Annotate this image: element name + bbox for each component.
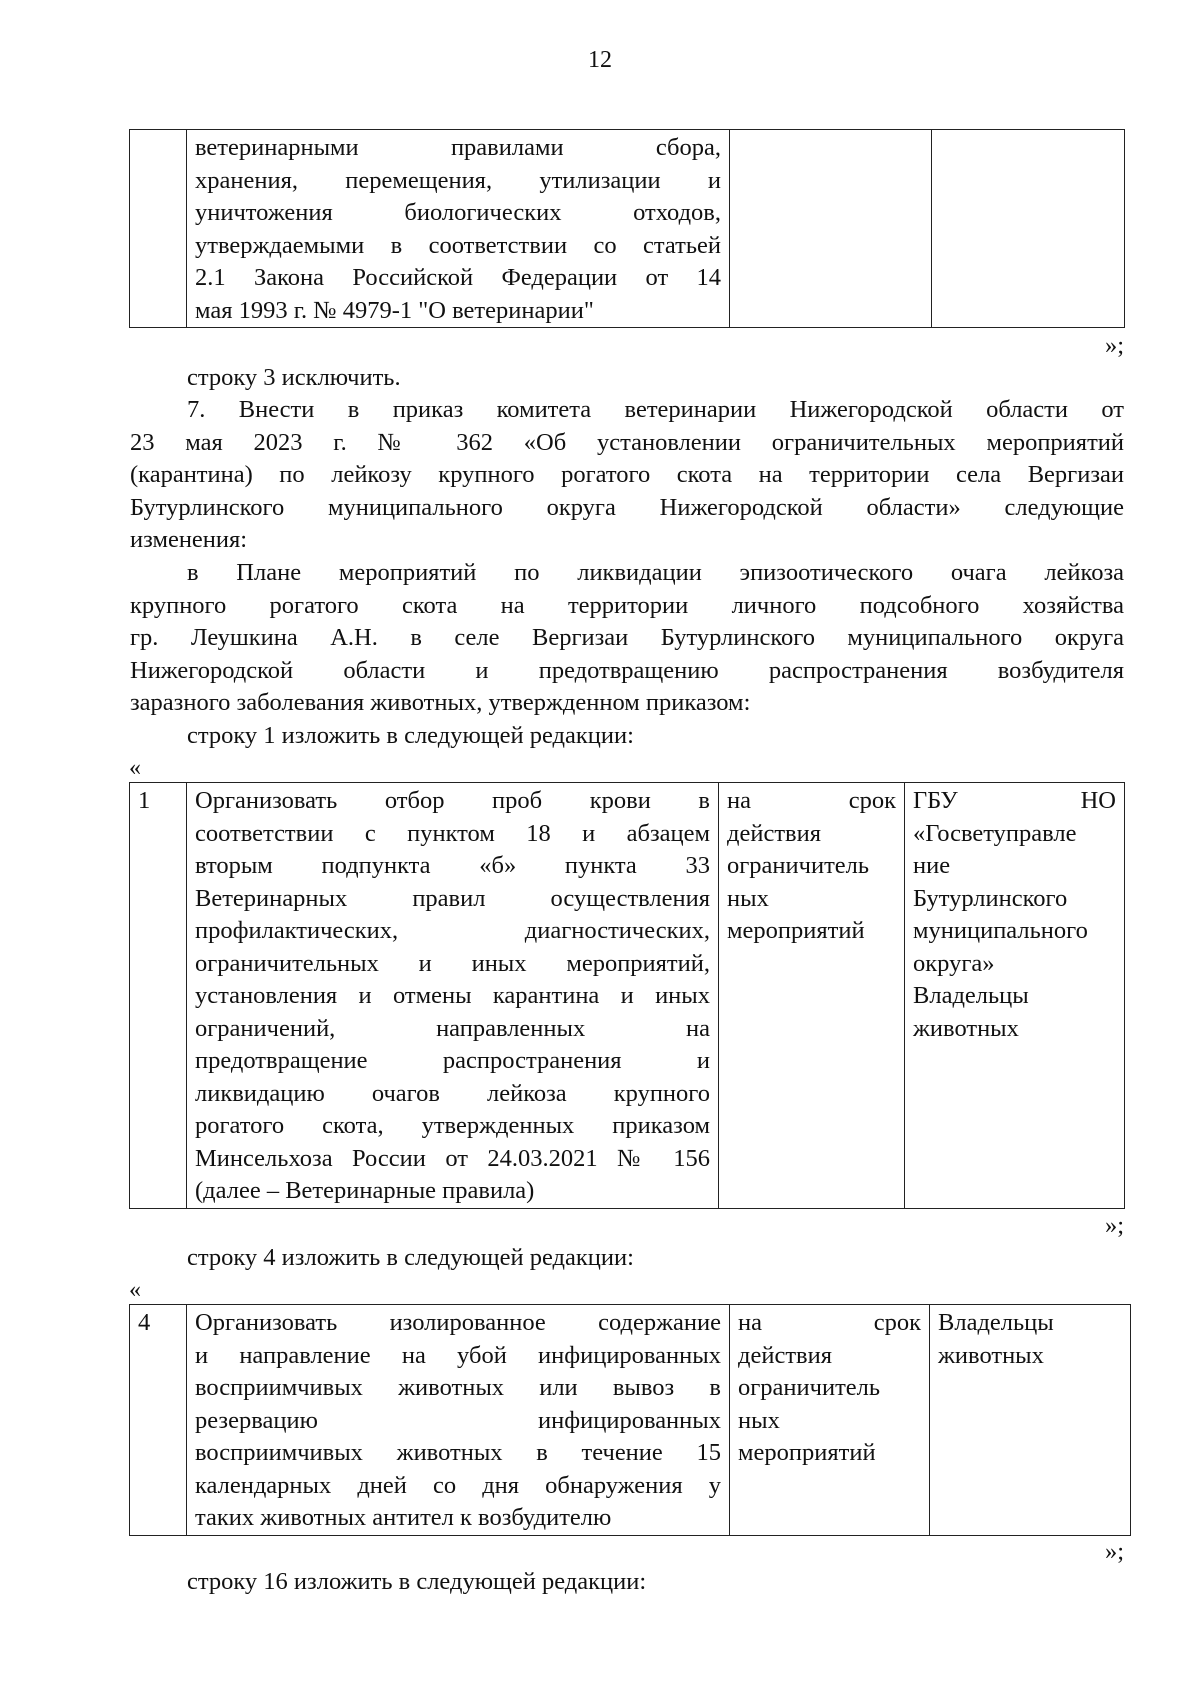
cell-measure: Организовать отбор проб крови в соответствии с пунктом 18 и абзацем вторым подпункта «б» пункта 33 Ветеринарных правил осуществления профилактических, диагностических, ограничительных и иных мероприятий, установления и отмены карантина и иных ограничений, направленных на предотвращение распространения и ликвидацию очагов лейкоза крупного рогатого скота, утвержденных приказом Минсельхоза России от 24.03.2021 № 156 (далее – Ветеринарные правила) [187, 783, 719, 1209]
table-row [130, 130, 1125, 328]
cell-measure: ветеринарными правилами сбора, хранения, перемещения, утилизации и уничтожения биологических отходов, утверждаемыми в соответствии со статьей 2.1 Закона Российской Федерации от 14 мая 1993 г. № 4979-1 "О ветеринарии" [187, 130, 730, 328]
cell-executor [932, 130, 1125, 328]
paragraph-row16-intro: строку 16 изложить в следующей редакции: [187, 1568, 647, 1595]
table-row [130, 1305, 1131, 1536]
opening-quote: « [129, 1277, 141, 1303]
closing-quote: »; [1104, 1538, 1124, 1565]
opening-quote: « [129, 755, 141, 781]
cell-number: 1 [130, 783, 187, 1209]
cell-executor: ГБУ НО «Госветуправле ние Бутурлинского муниципального округа» Владельцы животных [905, 783, 1125, 1209]
table-row-4 [129, 1304, 1131, 1536]
table-row-1 [129, 782, 1125, 1209]
paragraph-row1-intro: строку 1 изложить в следующей редакции: [187, 722, 634, 749]
table-continuation [129, 129, 1125, 328]
paragraph-row4-intro: строку 4 изложить в следующей редакции: [187, 1244, 634, 1271]
table-row [130, 783, 1125, 1209]
page-number: 12 [588, 47, 612, 73]
cell-term: на срок действия ограничитель ных мероприятий [730, 1305, 930, 1536]
cell-term [730, 130, 932, 328]
cell-executor: Владельцы животных [930, 1305, 1131, 1536]
paragraph-plan: в Плане мероприятий по ликвидации эпизоотического очага лейкоза крупного рогатого скота на территории личного подсобного хозяйства гр. Леушкина А.Н. в селе Вергизаи Бутурлинского муниципального округа Нижегородской области и предотвращению распространения возбудителя заразного заболевания животных, утвержденном приказом: [130, 559, 1124, 716]
cell-measure: Организовать изолированное содержание и направление на убой инфицированных восприимчивых животных или вывоз в резервацию инфицированных восприимчивых животных в течение 15 календарных дней со дня обнаружения у таких животных антител к возбудителю [187, 1305, 730, 1536]
paragraph-exclude-row3: строку 3 исключить. [187, 364, 401, 391]
cell-term: на срок действия ограничитель ных мероприятий [719, 783, 905, 1209]
closing-quote: »; [1104, 332, 1124, 359]
paragraph-item-7: 7. Внести в приказ комитета ветеринарии Нижегородской области от 23 мая 2023 г. № 362 «Об установлении ограничительных мероприятий (карантина) по лейкозу крупного рогатого скота на территории села Вергизаи Бутурлинского муниципального округа Нижегородской области» следующие изменения: [130, 396, 1124, 553]
cell-number: 4 [130, 1305, 187, 1536]
closing-quote: »; [1104, 1212, 1124, 1239]
cell-number [130, 130, 187, 328]
